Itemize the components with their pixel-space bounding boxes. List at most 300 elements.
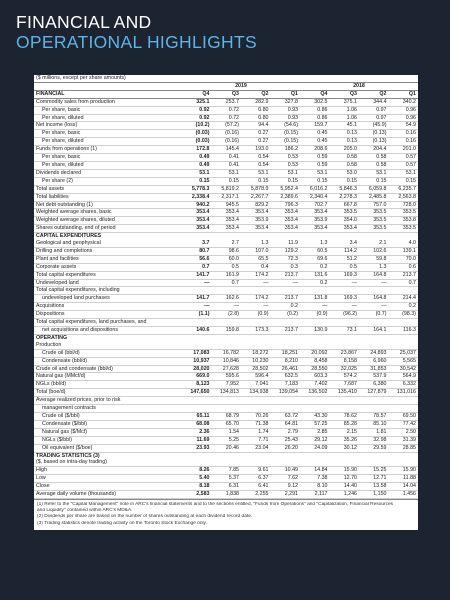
table-cell bbox=[271, 342, 301, 349]
table-cell: 0.15 bbox=[300, 177, 330, 185]
table-cell: 5,819.2 bbox=[212, 185, 242, 193]
table-cell: 28,502 bbox=[241, 365, 271, 373]
table-cell: 2.36 bbox=[182, 428, 212, 436]
table-cell: (10.2) bbox=[182, 122, 212, 130]
row-label: Average daily volume (thousands) bbox=[34, 491, 182, 499]
footnote: and Liquidity" contained within ARC's MD&A. bbox=[37, 508, 133, 514]
table-cell: 0.45 bbox=[300, 138, 330, 146]
table-cell: 796.3 bbox=[271, 201, 301, 209]
table-cell: 31.39 bbox=[389, 436, 419, 444]
table-cell: (0.13) bbox=[359, 138, 389, 146]
table-cell: 147,650 bbox=[182, 389, 212, 397]
row-label: NGLs ($/bbl) bbox=[34, 436, 182, 444]
table-cell: 14.84 bbox=[300, 467, 330, 475]
table-cell: — bbox=[359, 303, 389, 311]
table-cell: 8.10 bbox=[300, 483, 330, 491]
row-label: Drilling and completions bbox=[34, 247, 182, 255]
table-cell: 0.41 bbox=[212, 154, 242, 162]
table-cell: 3.4 bbox=[330, 240, 360, 247]
table-cell bbox=[212, 342, 242, 349]
table-cell: 1.54 bbox=[212, 428, 242, 436]
table-cell: 353.4 bbox=[300, 225, 330, 233]
quarter-header: Q4 bbox=[300, 90, 330, 98]
row-label: Total capital expenditures bbox=[34, 271, 182, 279]
table-cell: 173.3 bbox=[241, 327, 271, 335]
table-cell: 0.5 bbox=[330, 263, 360, 271]
table-row bbox=[34, 467, 418, 475]
table-cell: 131.8 bbox=[300, 295, 330, 303]
table-row bbox=[34, 130, 418, 138]
table-cell: 2.7 bbox=[212, 240, 242, 247]
table-cell: 69.50 bbox=[389, 412, 419, 420]
table-row bbox=[34, 263, 418, 271]
table-cell bbox=[182, 287, 212, 295]
table-cell: 5,878.9 bbox=[241, 185, 271, 193]
table-cell: 6,380 bbox=[359, 381, 389, 389]
table-cell: 0.54 bbox=[241, 154, 271, 162]
table-cell: 139,054 bbox=[271, 389, 301, 397]
row-label: Close bbox=[34, 483, 182, 491]
row-label: High bbox=[34, 467, 182, 475]
table-row bbox=[34, 475, 418, 483]
table-cell bbox=[182, 342, 212, 349]
table-row bbox=[34, 193, 418, 201]
table-cell: 159.7 bbox=[300, 122, 330, 130]
table-cell: 14.40 bbox=[330, 483, 360, 491]
table-cell: 213.7 bbox=[271, 271, 301, 279]
table-cell: 53.1 bbox=[241, 169, 271, 177]
table-cell: 0.3 bbox=[271, 263, 301, 271]
table-cell: 213.7 bbox=[271, 295, 301, 303]
table-cell: 7,687 bbox=[330, 381, 360, 389]
table-cell: 353.4 bbox=[330, 225, 360, 233]
table-cell: 2,278.3 bbox=[330, 193, 360, 201]
table-cell: 10,937 bbox=[182, 357, 212, 365]
table-cell: 35.26 bbox=[330, 436, 360, 444]
row-label: Geological and geophysical bbox=[34, 240, 182, 247]
table-cell bbox=[300, 405, 330, 413]
table-cell: 2,117 bbox=[300, 491, 330, 499]
table-cell: 353.4 bbox=[271, 225, 301, 233]
table-cell: 65.11 bbox=[182, 412, 212, 420]
table-cell: 1.3 bbox=[300, 240, 330, 247]
table-cell bbox=[212, 287, 242, 295]
row-label: Undeveloped land bbox=[34, 279, 182, 287]
table-cell: 15.25 bbox=[359, 467, 389, 475]
table-cell: 2.85 bbox=[300, 428, 330, 436]
table-cell: 164.8 bbox=[359, 271, 389, 279]
row-label: Natural gas (MMcf/d) bbox=[34, 373, 182, 381]
table-row bbox=[34, 397, 418, 405]
row-label: Crude oil and condensate (bbl/d) bbox=[34, 365, 182, 373]
table-cell: (54.6) bbox=[271, 122, 301, 130]
table-cell: 0.15 bbox=[359, 177, 389, 185]
table-cell: 0.86 bbox=[300, 114, 330, 122]
table-cell: 344.4 bbox=[359, 98, 389, 106]
row-label: NGLs (bbl/d) bbox=[34, 381, 182, 389]
table-cell: 0.49 bbox=[182, 161, 212, 169]
table-cell: 353.9 bbox=[241, 217, 271, 225]
table-cell: 3.7 bbox=[182, 240, 212, 247]
table-row bbox=[34, 240, 418, 247]
table-cell: 159.8 bbox=[212, 327, 242, 335]
row-label: Condensate (bbl/d) bbox=[34, 357, 182, 365]
table-cell: 53.1 bbox=[389, 169, 419, 177]
table-row bbox=[34, 98, 418, 106]
table-row bbox=[34, 169, 418, 177]
table-cell: 9.12 bbox=[271, 483, 301, 491]
table-row bbox=[34, 161, 418, 169]
table-cell: 23,867 bbox=[330, 349, 360, 357]
table-cell: 537.9 bbox=[359, 373, 389, 381]
table-cell: 353.5 bbox=[359, 209, 389, 217]
table-row bbox=[34, 247, 418, 255]
table-cell: 0.57 bbox=[389, 161, 419, 169]
table-row bbox=[34, 483, 418, 491]
quarter-header-row bbox=[34, 90, 418, 98]
table-cell: 2,291 bbox=[271, 491, 301, 499]
table-cell: 1.3 bbox=[241, 240, 271, 247]
table-cell: 353.4 bbox=[271, 217, 301, 225]
table-cell bbox=[330, 459, 360, 466]
table-cell: 56.6 bbox=[182, 255, 212, 263]
table-cell: 0.2 bbox=[300, 279, 330, 287]
table-cell: 169.3 bbox=[330, 295, 360, 303]
table-cell: 353.4 bbox=[241, 225, 271, 233]
table-cell: 161.9 bbox=[212, 271, 242, 279]
quarter-header: Q3 bbox=[212, 90, 242, 98]
table-cell: (1.1) bbox=[182, 311, 212, 319]
table-cell: 71.38 bbox=[241, 420, 271, 428]
row-label: Net income (loss) bbox=[34, 122, 182, 130]
table-cell: 15.90 bbox=[389, 467, 419, 475]
table-cell: 25,037 bbox=[389, 349, 419, 357]
table-cell: 28,020 bbox=[182, 365, 212, 373]
table-cell: 27,628 bbox=[212, 365, 242, 373]
table-cell: 5,565 bbox=[389, 357, 419, 365]
table-cell: 53.1 bbox=[182, 169, 212, 177]
table-row bbox=[34, 381, 418, 389]
table-cell: 68.08 bbox=[182, 420, 212, 428]
table-cell: 0.97 bbox=[359, 106, 389, 114]
table-row bbox=[34, 217, 418, 225]
table-cell: 0.53 bbox=[271, 154, 301, 162]
table-cell bbox=[389, 405, 419, 413]
table-cell: 669.0 bbox=[182, 373, 212, 381]
table-cell: 17,083 bbox=[182, 349, 212, 357]
table-cell: 0.7 bbox=[182, 263, 212, 271]
table-cell: 0.15 bbox=[271, 177, 301, 185]
table-cell bbox=[241, 405, 271, 413]
table-cell: 2,340.4 bbox=[300, 193, 330, 201]
row-label: Production bbox=[34, 342, 182, 349]
table-cell: 0.59 bbox=[300, 154, 330, 162]
table-cell: 7.85 bbox=[212, 467, 242, 475]
table-cell: 186.2 bbox=[271, 146, 301, 154]
table-cell bbox=[389, 287, 419, 295]
quarter-header: Q1 bbox=[271, 90, 301, 98]
table-row bbox=[34, 154, 418, 162]
table-cell: 0.15 bbox=[389, 177, 419, 185]
table-cell: 213.7 bbox=[271, 327, 301, 335]
table-cell: 26,461 bbox=[271, 365, 301, 373]
table-cell: 282.9 bbox=[241, 98, 271, 106]
table-cell: (57.2) bbox=[212, 122, 242, 130]
quarter-header: Q2 bbox=[359, 90, 389, 98]
table-cell: 9.61 bbox=[241, 467, 271, 475]
row-label: Per share, basic bbox=[34, 106, 182, 114]
table-cell: 354.0 bbox=[330, 217, 360, 225]
table-cell: 98.6 bbox=[212, 247, 242, 255]
table-cell: 54.9 bbox=[389, 122, 419, 130]
table-cell: 78.57 bbox=[359, 412, 389, 420]
table-row bbox=[34, 114, 418, 122]
table-cell: 8,158 bbox=[330, 357, 360, 365]
table-row bbox=[34, 255, 418, 263]
table-cell: (0.2) bbox=[271, 311, 301, 319]
table-cell bbox=[330, 319, 360, 327]
table-cell: (45.9) bbox=[359, 122, 389, 130]
row-label: Dividends declared bbox=[34, 169, 182, 177]
table-cell: (0.03) bbox=[182, 138, 212, 146]
table-cell bbox=[389, 319, 419, 327]
table-cell: 0.6 bbox=[389, 263, 419, 271]
table-cell bbox=[359, 287, 389, 295]
table-cell: 353.5 bbox=[389, 225, 419, 233]
table-cell: 829.2 bbox=[241, 201, 271, 209]
table-cell: 30,542 bbox=[389, 365, 419, 373]
table-cell bbox=[212, 319, 242, 327]
row-label: Total capital expenditures, land purchases, and bbox=[34, 319, 182, 327]
table-cell: 59.8 bbox=[359, 255, 389, 263]
table-cell bbox=[389, 459, 419, 466]
table-cell bbox=[389, 342, 419, 349]
table-cell: 353.4 bbox=[182, 225, 212, 233]
table-row bbox=[34, 295, 418, 303]
table-cell: 0.27 bbox=[241, 130, 271, 138]
table-row bbox=[34, 365, 418, 373]
table-cell: 375.1 bbox=[330, 98, 360, 106]
table-cell bbox=[300, 287, 330, 295]
table-cell: 1.06 bbox=[330, 114, 360, 122]
table-cell: 2,255 bbox=[241, 491, 271, 499]
footnotes bbox=[34, 499, 418, 530]
table-cell: 16,782 bbox=[212, 349, 242, 357]
table-cell: 757.0 bbox=[359, 201, 389, 209]
table-row bbox=[34, 177, 418, 185]
table-row bbox=[34, 342, 418, 349]
row-label: Commodity sales from production bbox=[34, 98, 182, 106]
table-cell: 353.8 bbox=[389, 217, 419, 225]
table-cell: 6,332 bbox=[389, 381, 419, 389]
table-cell: 0.2 bbox=[300, 263, 330, 271]
table-cell: 353.4 bbox=[300, 209, 330, 217]
table-row bbox=[34, 225, 418, 233]
table-cell: 6.41 bbox=[241, 483, 271, 491]
table-cell: 0.96 bbox=[389, 106, 419, 114]
table-cell: 23.04 bbox=[241, 444, 271, 452]
table-cell: 353.4 bbox=[241, 209, 271, 217]
table-cell bbox=[271, 397, 301, 405]
table-cell: 102.6 bbox=[359, 247, 389, 255]
table-cell: 0.7 bbox=[212, 279, 242, 287]
table-cell: 20.46 bbox=[212, 444, 242, 452]
table-cell: (0.15) bbox=[271, 130, 301, 138]
table-cell: 12.71 bbox=[359, 475, 389, 483]
table-cell: 2,583 bbox=[182, 491, 212, 499]
section-label: CAPITAL EXPENDITURES bbox=[34, 233, 418, 240]
table-cell: 1,150 bbox=[359, 491, 389, 499]
table-cell: 1.06 bbox=[330, 106, 360, 114]
table-cell: 0.92 bbox=[182, 106, 212, 114]
table-cell: 5.40 bbox=[182, 475, 212, 483]
table-row bbox=[34, 491, 418, 499]
table-cell bbox=[300, 397, 330, 405]
table-row bbox=[34, 319, 418, 327]
table-cell: 15.90 bbox=[330, 467, 360, 475]
table-cell: (0.03) bbox=[182, 130, 212, 138]
table-cell: 205.0 bbox=[330, 146, 360, 154]
table-cell bbox=[330, 397, 360, 405]
row-label: Dispositions bbox=[34, 311, 182, 319]
table-cell bbox=[300, 342, 330, 349]
table-cell: 0.2 bbox=[271, 303, 301, 311]
table-cell: 20,092 bbox=[300, 349, 330, 357]
table-cell: 70.0 bbox=[389, 255, 419, 263]
table-cell: 2.15 bbox=[330, 428, 360, 436]
table-cell: 6,059.8 bbox=[359, 185, 389, 193]
table-cell: — bbox=[212, 303, 242, 311]
table-row bbox=[34, 185, 418, 193]
section-header-row bbox=[34, 334, 418, 341]
table-cell: 0.15 bbox=[241, 177, 271, 185]
table-cell: 353.4 bbox=[271, 209, 301, 217]
table-cell: — bbox=[182, 279, 212, 287]
table-cell: 1.81 bbox=[359, 428, 389, 436]
table-cell bbox=[241, 459, 271, 466]
footnote: (1) Refer to the "Capital Management" note in ARC's financial statements and to the sections entitled, "Funds from Operations" and "Capitalization, Financial Resources bbox=[37, 501, 394, 507]
table-cell bbox=[300, 459, 330, 466]
units-label: ($ millions, except per share amounts) bbox=[34, 75, 418, 82]
table-cell: 5,778.3 bbox=[182, 185, 212, 193]
table-cell bbox=[359, 405, 389, 413]
table-cell bbox=[389, 397, 419, 405]
table-row bbox=[34, 146, 418, 154]
row-label: Net debt outstanding (1) bbox=[34, 201, 182, 209]
table-cell: 164.1 bbox=[359, 327, 389, 335]
table-cell: 141.7 bbox=[182, 295, 212, 303]
row-label: Per share (2) bbox=[34, 177, 182, 185]
table-cell: 8,123 bbox=[182, 381, 212, 389]
section-label: OPERATING bbox=[34, 334, 418, 341]
table-cell: 72.3 bbox=[271, 255, 301, 263]
table-cell: 77.42 bbox=[389, 420, 419, 428]
table-cell: 60.0 bbox=[212, 255, 242, 263]
footnote: (2) Dividends per share are based on the number of shares outstanding at each dividend record date. bbox=[37, 514, 253, 520]
table-cell: 1.74 bbox=[241, 428, 271, 436]
table-cell: 7,041 bbox=[241, 381, 271, 389]
table-cell: 53.1 bbox=[212, 169, 242, 177]
table-cell: 0.58 bbox=[330, 161, 360, 169]
table-row bbox=[34, 287, 418, 295]
table-cell: 0.58 bbox=[330, 154, 360, 162]
table-cell: 201.0 bbox=[389, 146, 419, 154]
table-row bbox=[34, 311, 418, 319]
row-label: Total liabilities bbox=[34, 193, 182, 201]
table-cell: 29.59 bbox=[359, 444, 389, 452]
table-cell: 136,502 bbox=[300, 389, 330, 397]
table-cell bbox=[212, 397, 242, 405]
table-cell: 78.62 bbox=[330, 412, 360, 420]
table-cell: 702.7 bbox=[300, 201, 330, 209]
table-cell: 2,317.1 bbox=[212, 193, 242, 201]
row-label: Shares outstanding, end of period bbox=[34, 225, 182, 233]
table-row bbox=[34, 436, 418, 444]
table-row bbox=[34, 444, 418, 452]
table-cell: (0.9) bbox=[241, 311, 271, 319]
table-cell: 353.5 bbox=[359, 225, 389, 233]
table-cell: 14.04 bbox=[389, 483, 419, 491]
table-cell: 85.10 bbox=[359, 420, 389, 428]
table-cell: 53.1 bbox=[271, 169, 301, 177]
table-cell: 10,230 bbox=[241, 357, 271, 365]
table-cell: 26.20 bbox=[271, 444, 301, 452]
table-row bbox=[34, 201, 418, 209]
table-cell: 0.58 bbox=[359, 154, 389, 162]
table-cell: 23.93 bbox=[182, 444, 212, 452]
title-line-1: FINANCIAL AND bbox=[16, 12, 152, 32]
table-cell bbox=[241, 397, 271, 405]
row-label: Oil equivalent ($/boe) bbox=[34, 444, 182, 452]
table-cell: 353.5 bbox=[330, 209, 360, 217]
row-label: Natural gas ($/Mcf) bbox=[34, 428, 182, 436]
table-cell: 728.0 bbox=[389, 201, 419, 209]
table-cell: 0.96 bbox=[389, 114, 419, 122]
table-cell: 135,410 bbox=[330, 389, 360, 397]
table-cell bbox=[359, 397, 389, 405]
table-cell: 0.16 bbox=[389, 138, 419, 146]
table-cell: — bbox=[271, 279, 301, 287]
table-cell: 353.9 bbox=[300, 217, 330, 225]
table-cell: 134,813 bbox=[212, 389, 242, 397]
table-cell bbox=[271, 405, 301, 413]
table-cell: 667.8 bbox=[330, 201, 360, 209]
table-cell: 127,879 bbox=[359, 389, 389, 397]
table-cell bbox=[212, 405, 242, 413]
table-cell: 174.2 bbox=[241, 271, 271, 279]
table-cell: 141.7 bbox=[182, 271, 212, 279]
table-cell bbox=[241, 342, 271, 349]
table-cell: 13.58 bbox=[359, 483, 389, 491]
row-label: ($, based on intra-day trading) bbox=[34, 459, 182, 466]
row-label: Crude oil ($/bbl) bbox=[34, 412, 182, 420]
table-cell: 0.80 bbox=[241, 106, 271, 114]
table-cell: 6,235.7 bbox=[389, 185, 419, 193]
table-cell: 0.45 bbox=[300, 130, 330, 138]
table-cell: 80.7 bbox=[182, 247, 212, 255]
quarter-header: Q3 bbox=[330, 90, 360, 98]
table-row bbox=[34, 271, 418, 279]
table-cell: 596.4 bbox=[241, 373, 271, 381]
table-cell: 5.37 bbox=[212, 475, 242, 483]
table-cell bbox=[359, 459, 389, 466]
table-cell: 353.4 bbox=[182, 217, 212, 225]
table-cell: 131,016 bbox=[389, 389, 419, 397]
table-cell: 53.1 bbox=[300, 169, 330, 177]
table-cell bbox=[359, 342, 389, 349]
table-cell: — bbox=[330, 303, 360, 311]
table-cell: 30.12 bbox=[330, 444, 360, 452]
